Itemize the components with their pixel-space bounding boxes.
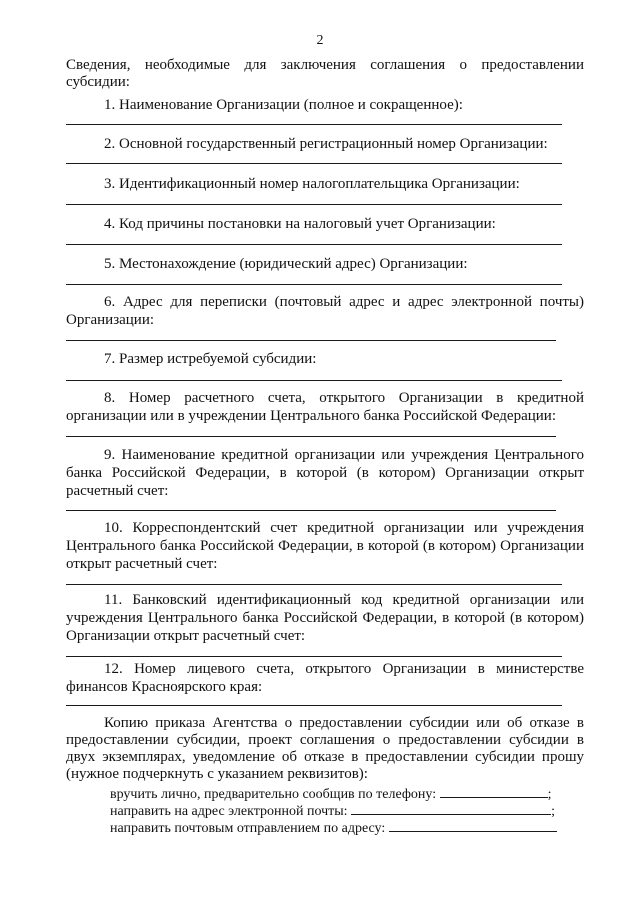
- form-item-10: [66, 519, 584, 573]
- fill-line: [440, 785, 548, 798]
- form-item-5: [66, 255, 584, 273]
- fill-line: [66, 284, 562, 285]
- fill-line: [66, 124, 562, 125]
- form-item-label: 6. Адрес для переписки (почтовый адрес и адрес электронной почты) Организации:: [66, 294, 584, 328]
- form-item-label: 8. Номер расчетного счета, открытого Организации в кредитной организации или в учреждении Центрального банка Российской Федерации:: [66, 390, 584, 424]
- form-item-7: [66, 350, 584, 368]
- form-item-3: [66, 175, 584, 193]
- delivery-option-post: [110, 819, 557, 838]
- fill-line: [66, 510, 556, 511]
- form-item-label: 12. Номер лицевого счета, открытого Организации в министерстве финансов Красноярского края:: [66, 661, 584, 695]
- form-item-8: [66, 389, 584, 425]
- form-item-11: [66, 591, 584, 645]
- fill-line: [66, 584, 562, 585]
- form-item-6: [66, 293, 584, 329]
- fill-line: [66, 436, 556, 437]
- form-item-label: 2. Основной государственный регистрационный номер Организации:: [104, 136, 548, 152]
- fill-line: [66, 204, 562, 205]
- intro-text: Сведения, необходимые для заключения соглашения о предоставлении субсидии:: [66, 57, 584, 90]
- delivery-option-label: вручить лично, предварительно сообщив по телефону:: [110, 787, 437, 802]
- form-item-label: 9. Наименование кредитной организации или учреждения Центрального банка Российской Федерации, в которой (в котором) Организации открыт расчетный счет:: [66, 447, 584, 499]
- fill-line: [66, 656, 562, 657]
- form-item-2: [66, 135, 584, 153]
- form-item-label: 1. Наименование Организации (полное и сокращенное):: [104, 97, 463, 113]
- fill-line: [66, 380, 562, 381]
- form-item-4: [66, 215, 584, 233]
- delivery-option-label: направить на адрес электронной почты:: [110, 804, 348, 819]
- delivery-option-label: направить почтовым отправлением по адресу:: [110, 821, 386, 836]
- closing-paragraph: Копию приказа Агентства о предоставлении субсидии или об отказе в предоставлении субсидии, проект соглашения о предоставлении субсидии в двух экземплярах, уведомление об отказе в предоставлении субсидии прошу (нужное подчеркнуть с указанием реквизитов):: [66, 715, 584, 782]
- form-item-label: 10. Корреспондентский счет кредитной организации или учреждения Центрального банка Российской Федерации, в которой (в котором) Организации открыт расчетный счет:: [66, 520, 584, 572]
- fill-line: [66, 244, 562, 245]
- fill-line: [66, 163, 562, 164]
- form-item-label: 5. Местонахождение (юридический адрес) Организации:: [104, 256, 468, 272]
- form-item-label: 11. Банковский идентификационный код кредитной организации или учреждения Центрального банка Российской Федерации, в которой (в котором) Организации открыт расчетный счет:: [66, 592, 584, 644]
- form-item-label: 4. Код причины постановки на налоговый учет Организации:: [104, 216, 496, 232]
- delivery-option-end: ;: [547, 787, 552, 802]
- fill-line: [66, 340, 556, 341]
- fill-line: [66, 705, 562, 706]
- page-number: 2: [316, 33, 324, 48]
- form-item-1: [66, 96, 584, 114]
- form-item-9: [66, 446, 584, 500]
- form-item-label: 7. Размер истребуемой субсидии:: [104, 351, 317, 367]
- form-item-12: [66, 660, 584, 696]
- fill-line: [351, 802, 551, 815]
- fill-line: [389, 819, 557, 832]
- delivery-option-end: ;: [551, 804, 555, 819]
- form-item-label: 3. Идентификационный номер налогоплательщика Организации:: [104, 176, 520, 192]
